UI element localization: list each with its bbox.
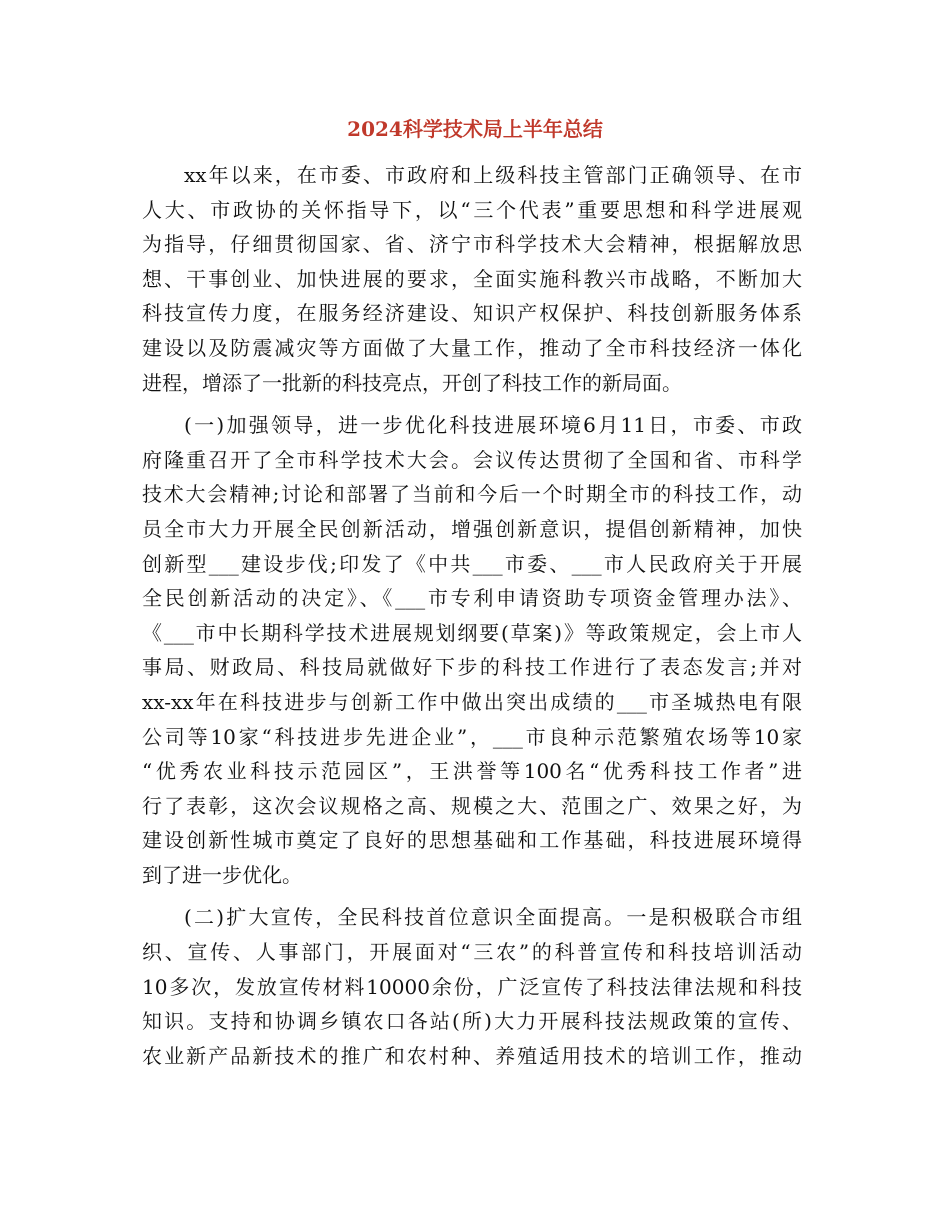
paragraph-line: (二)扩大宣传，全民科技首位意识全面提高。一是积极联合市组 xyxy=(184,905,802,930)
paragraph-line: 行了表彰，这次会议规格之高、规模之大、范围之广、效果之好，为 xyxy=(142,793,802,818)
paragraph-line: 府隆重召开了全市科学技术大会。会议传达贯彻了全国和省、市科学 xyxy=(142,447,802,472)
paragraph-line: 员全市大力开展全民创新活动，增强创新意识，提倡创新精神，加快 xyxy=(142,516,802,541)
paragraph-line: 建设创新性城市奠定了良好的思想基础和工作基础，科技进展环境得 xyxy=(142,828,802,853)
document-body xyxy=(142,158,802,1073)
paragraph-line: 想、干事创业、加快进展的要求，全面实施科教兴市战略，不断加大 xyxy=(142,266,802,291)
paragraph-line: 10多次，发放宣传材料10000余份，广泛宣传了科技法律法规和科技 xyxy=(142,974,802,999)
paragraph-line: 建设以及防震减灾等方面做了大量工作，推动了全市科技经济一体化 xyxy=(142,335,802,360)
paragraph-line: 织、宣传、人事部门，开展面对“三农”的科普宣传和科技培训活动 xyxy=(142,940,802,965)
paragraph-line: 科技宣传力度，在服务经济建设、知识产权保护、科技创新服务体系 xyxy=(142,301,802,326)
paragraph-line: “优秀农业科技示范园区”，王洪誉等100名“优秀科技工作者”进 xyxy=(142,759,802,784)
paragraph-line: 为指导，仔细贯彻国家、省、济宁市科学技术大会精神，根据解放思 xyxy=(142,232,802,257)
paragraph-line: 农业新产品新技术的推广和农村种、养殖适用技术的培训工作，推动 xyxy=(142,1043,802,1068)
paragraph-line: 《___市中长期科学技术进展规划纲要(草案)》等政策规定，会上市人 xyxy=(142,620,802,645)
paragraph-line: 公司等10家“科技进步先进企业”，___市良种示范繁殖农场等10家 xyxy=(142,724,802,749)
paragraph-line: (一)加强领导，进一步优化科技进展环境6月11日，市委、市政 xyxy=(184,413,802,438)
paragraph-2 xyxy=(142,408,802,892)
paragraph-line: 全民创新活动的决定》、《___市专利申请资助专项资金管理办法》、 xyxy=(142,586,802,611)
paragraph-line: 人大、市政协的关怀指导下，以“三个代表”重要思想和科学进展观 xyxy=(142,197,802,222)
paragraph-1 xyxy=(142,158,802,400)
paragraph-3 xyxy=(142,900,802,1073)
paragraph-line: 事局、财政局、科技局就做好下步的科技工作进行了表态发言;并对 xyxy=(142,655,802,680)
paragraph-line: 技术大会精神;讨论和部署了当前和今后一个时期全市的科技工作，动 xyxy=(142,482,802,507)
document-title: 2024科学技术局上半年总结 xyxy=(347,117,603,141)
paragraph-line: 创新型___建设步伐;印发了《中共___市委、___市人民政府关于开展 xyxy=(142,551,802,576)
paragraph-line: xx-xx年在科技进步与创新工作中做出突出成绩的___市圣城热电有限 xyxy=(142,689,802,714)
paragraph-line: 进程，增添了一批新的科技亮点，开创了科技工作的新局面。 xyxy=(142,370,682,395)
paragraph-line: 到了进一步优化。 xyxy=(142,862,302,887)
paragraph-line: 知识。支持和协调乡镇农口各站(所)大力开展科技法规政策的宣传、 xyxy=(142,1009,802,1034)
paragraph-line: xx年以来，在市委、市政府和上级科技主管部门正确领导、在市 xyxy=(184,163,802,187)
